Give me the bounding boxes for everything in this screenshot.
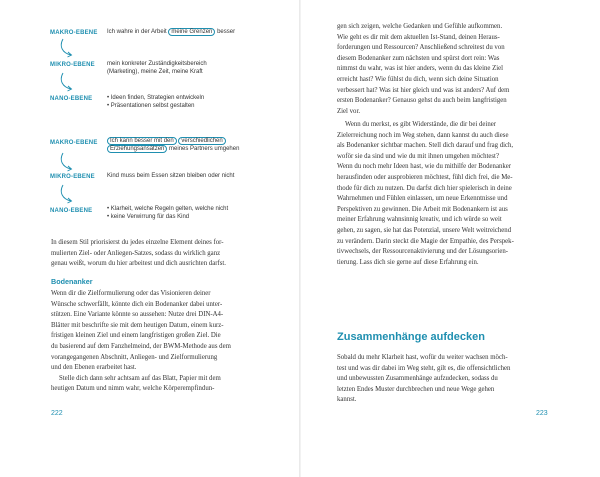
text-line: woför sie da sind und wie du mit ihnen umgehen möchtest? (337, 152, 499, 160)
nano-text (107, 94, 204, 110)
text-line: Blätter mit beschrifte sie mit dem heutigen Datum, einem kurz- (51, 321, 224, 329)
makro-text-circled: meine Grenzen (168, 28, 215, 36)
text-line: diesem Bodenanker zum nächsten und spürst dort rein: Was (337, 54, 500, 62)
text-line: Wie geht es dir mit dem aktuellen Ist-Stand, deinen Heraus- (337, 33, 500, 41)
page-number-right: 223 (536, 410, 548, 417)
text-line: letzten Endes Muster durchbrechen und neue Wege gehen (337, 385, 495, 393)
left-paragraph-2 (51, 289, 267, 395)
section-heading-bodenanker: Bodenanker (51, 277, 93, 286)
text-line: Wenn du merkst, es gibt Widerstände, die dir bei deiner (345, 121, 496, 128)
text-line: und den Ebenen erarbeitet hast. (51, 364, 137, 372)
text-line: tivwechsels, der Ressourcenaktivierung und der Lösungsorien- (337, 248, 509, 256)
curved-arrow-icon (60, 184, 74, 204)
text-line: Perspektiven zu gewinnen. Die Arbeit mit Bodenankern ist aus (337, 205, 508, 213)
text-line: Wenn dir die Zielformulierung oder das Visionieren deiner (51, 290, 211, 297)
text-line: Ziel vor. (337, 107, 361, 115)
mikro-line: (Marketing), meine Zeit, meine Kraft (107, 69, 203, 75)
makro-text (107, 28, 235, 36)
text-line: gehen, zu sagen, sie hat das Potenzial, unsere Welt weitreichend (337, 226, 512, 234)
makro-text-circled: Ich kann besser mit den (107, 137, 177, 145)
text-line: Wenn du noch mehr Ideen hast, wie du mithilfe der Bodenanker (337, 163, 512, 171)
text-line: Wahrnehmen und Fühlen einlassen, um neue Erkenntnisse und (337, 195, 508, 203)
right-paragraph-2 (337, 120, 553, 268)
text-line: ersten Bodenanker? Genauso gehst du auch beim langfristigen (337, 97, 507, 105)
text-line: genau weißt, worum du hier arbeitest und dich ausrichten darfst. (51, 260, 226, 268)
mikro-label: MIKRO-EBENE (50, 62, 95, 68)
text-line: meiner Erfahrung wahnsinnig kreativ, und ich würde so weit (337, 216, 502, 224)
text-line: Wünsche schwerfällt, könnte dich ein Bodenanker dabei unter- (51, 300, 223, 308)
text-line: gen sich zeigen, welche Gedanken und Gefühle aufkommen. (337, 23, 503, 30)
curved-arrow-icon (60, 152, 74, 172)
makro-label: MAKRO-EBENE (50, 30, 98, 36)
makro-text-post: meines Partners umgehen (167, 146, 240, 152)
nano-line: • Ideen finden, Strategien entwickeln (107, 95, 205, 101)
text-line: als Bodenanker sichtbar machen. Stell dich darauf und frag dich, (337, 142, 514, 150)
mikro-line: mein konkreter Zuständigkeitsbereich (107, 61, 207, 67)
text-line: Sobald du mehr Klarheit hast, wofür du weiter wachsen möch- (337, 354, 508, 361)
text-line: kannst. (337, 396, 357, 404)
text-line: In diesem Stil priorisierst du jedes einzelne Element deines for- (51, 239, 224, 246)
makro-text-circled: Erziehungsansätzen (107, 145, 167, 153)
makro-text (107, 137, 239, 153)
text-line: fristigen kleinen Ziel und einem langfristigen großen Ziel. Die (51, 332, 221, 340)
makro-text-pre: Ich wahre in der Arbeit (107, 29, 169, 35)
text-line: heutigen Datum und nimm wahr, welche Körperempfindun- (51, 385, 215, 393)
mikro-line: Kind muss beim Essen sitzen bleiben oder nicht (107, 173, 235, 179)
nano-line: • Klarheit, welche Regeln gelten, welche nicht (107, 206, 229, 212)
nano-label: NANO-EBENE (50, 96, 93, 102)
text-line: stützen. Eine Variante könnte so aussehen: Nutze drei DIN-A4- (51, 311, 224, 319)
makro-text-post: besser (215, 29, 236, 35)
page-number-left: 222 (51, 410, 63, 417)
mikro-text (107, 172, 234, 180)
section-heading-zusammenhaenge: Zusammenhänge aufdecken (337, 331, 485, 343)
text-line: zu verändern. Darin steckt die Magie der Empathie, des Perspek- (337, 237, 514, 245)
left-paragraph-1 (51, 238, 267, 270)
text-line: mulierten Ziel- oder Anliegen-Satzes, sodass du wirklich ganz (51, 249, 221, 257)
text-line: vorangegangenen Abschnitt, Anliegen- und Zielformulierung (51, 353, 218, 361)
text-line: du basierend auf dem Fanzhelmeind, der BWM-Methode aus dem (51, 342, 231, 350)
text-line: Zielerreichung noch im Weg stehen, dann kannst du auch diese (337, 131, 509, 139)
curved-arrow-icon (60, 72, 74, 92)
book-gutter (299, 0, 301, 477)
text-line: erreicht hast? Wie fühlst du dich, wenn sich deine Situation (337, 75, 499, 83)
text-line: nimmst du wahr, was ist hier anders, wenn du das kleine Ziel (337, 65, 504, 73)
right-paragraph-1 (337, 22, 553, 117)
text-line: thode für dich zu nutzen. Du darfst dich hier spielerisch in deine (337, 184, 512, 192)
text-line: Stelle dich dann sehr achtsam auf das Blatt, Papier mit dem (59, 374, 221, 382)
text-line: tierung. Lass dich sie gerne auf diese Erfahrung ein. (337, 258, 479, 266)
text-line: forderungen und Ressourcen? Anschließend schreitest du von (337, 44, 505, 52)
text-line: und unbewussten Zusammenhänge aufzudecken, sodass du (337, 375, 498, 383)
nano-label: NANO-EBENE (50, 208, 93, 214)
right-paragraph-3 (337, 353, 553, 406)
text-line: test und was dir dabei im Weg steht, gilt es, die offensichtlichen (337, 364, 511, 372)
makro-label: MAKRO-EBENE (50, 140, 98, 146)
nano-text (107, 205, 228, 221)
mikro-text (107, 60, 207, 76)
left-page (0, 0, 299, 477)
nano-line: • Präsentationen selbst gestalten (107, 103, 195, 109)
text-line: herausfinden oder ausprobieren möchtest, fühl dich frei, die Me- (337, 173, 513, 181)
curved-arrow-icon (60, 38, 74, 58)
makro-text-circled: verschiedlichen (178, 137, 225, 145)
text-line: verbessert hat? Was ist hier gleich und was ist anders? Auf dem (337, 86, 510, 94)
mikro-label: MIKRO-EBENE (50, 174, 95, 180)
nano-line: • keine Verwirrung für das Kind (107, 214, 190, 220)
